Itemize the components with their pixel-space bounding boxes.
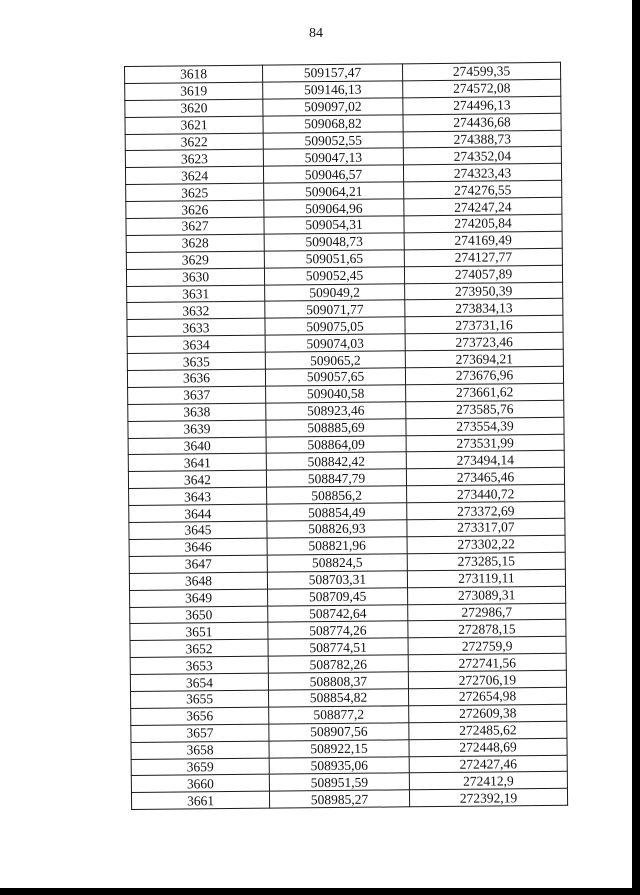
point-number-cell: 3626	[126, 200, 264, 218]
y-coordinate-cell: 273089,31	[408, 586, 566, 604]
y-coordinate-cell: 273285,15	[407, 552, 565, 570]
y-coordinate-cell: 272654,98	[408, 687, 566, 705]
x-coordinate-cell: 509071,77	[265, 300, 405, 318]
y-coordinate-cell: 273661,62	[406, 383, 564, 401]
point-number-cell: 3634	[127, 335, 265, 353]
y-coordinate-cell: 273465,46	[406, 468, 564, 486]
x-coordinate-cell: 508935,06	[269, 756, 409, 774]
x-coordinate-cell: 509065,2	[265, 351, 405, 369]
x-coordinate-cell: 508854,82	[268, 689, 408, 707]
y-coordinate-cell: 274496,13	[403, 96, 561, 114]
point-number-cell: 3644	[129, 504, 267, 522]
x-coordinate-cell: 509052,55	[263, 131, 403, 149]
scan-edge-bottom	[0, 888, 640, 895]
point-number-cell: 3629	[126, 251, 264, 269]
y-coordinate-cell: 272412,9	[409, 772, 567, 790]
point-number-cell: 3632	[127, 302, 265, 320]
y-coordinate-cell: 273694,21	[405, 349, 563, 367]
point-number-cell: 3630	[126, 268, 264, 286]
x-coordinate-cell: 509047,13	[263, 148, 403, 166]
y-coordinate-cell: 273723,46	[405, 333, 563, 351]
point-number-cell: 3645	[129, 521, 267, 539]
y-coordinate-cell: 273585,76	[406, 400, 564, 418]
x-coordinate-cell: 509074,03	[265, 334, 405, 352]
y-coordinate-cell: 273317,07	[407, 518, 565, 536]
point-number-cell: 3637	[128, 386, 266, 404]
x-coordinate-cell: 509046,57	[263, 165, 403, 183]
y-coordinate-cell: 272986,7	[408, 603, 566, 621]
scan-edge-right	[632, 0, 640, 895]
x-coordinate-cell: 508856,2	[267, 486, 407, 504]
y-coordinate-cell: 274572,08	[403, 79, 561, 97]
point-number-cell: 3655	[131, 690, 269, 708]
point-number-cell: 3657	[131, 724, 269, 742]
x-coordinate-cell: 509057,65	[265, 368, 405, 386]
x-coordinate-cell: 508951,59	[269, 773, 409, 791]
x-coordinate-cell: 508824,5	[267, 554, 407, 572]
x-coordinate-cell: 508742,64	[268, 604, 408, 622]
y-coordinate-cell: 273494,14	[406, 451, 564, 469]
y-coordinate-cell: 272392,19	[409, 789, 567, 807]
point-number-cell: 3647	[129, 555, 267, 573]
y-coordinate-cell: 273834,13	[405, 299, 563, 317]
y-coordinate-cell: 274352,04	[403, 147, 561, 165]
point-number-cell: 3621	[125, 116, 263, 134]
y-coordinate-cell: 274388,73	[403, 130, 561, 148]
y-coordinate-cell: 274205,84	[404, 214, 562, 232]
point-number-cell: 3623	[125, 150, 263, 168]
point-number-cell: 3658	[131, 741, 269, 759]
coordinate-table-wrapper	[124, 62, 567, 810]
y-coordinate-cell: 273372,69	[407, 501, 565, 519]
y-coordinate-cell: 272878,15	[408, 620, 566, 638]
x-coordinate-cell: 509048,73	[264, 233, 404, 251]
point-number-cell: 3653	[130, 656, 268, 674]
x-coordinate-cell: 508864,09	[266, 435, 406, 453]
x-coordinate-cell: 508885,69	[266, 419, 406, 437]
x-coordinate-cell: 508774,26	[268, 621, 408, 639]
point-number-cell: 3652	[130, 639, 268, 657]
x-coordinate-cell: 508907,56	[269, 723, 409, 741]
point-number-cell: 3661	[131, 791, 269, 809]
x-coordinate-cell: 509157,47	[262, 64, 402, 82]
point-number-cell: 3639	[128, 420, 266, 438]
y-coordinate-cell: 272448,69	[409, 738, 567, 756]
x-coordinate-cell: 508774,51	[268, 638, 408, 656]
point-number-cell: 3642	[128, 471, 266, 489]
y-coordinate-cell: 274247,24	[404, 197, 562, 215]
point-number-cell: 3659	[131, 758, 269, 776]
x-coordinate-cell: 508854,49	[267, 503, 407, 521]
y-coordinate-cell: 272609,38	[409, 704, 567, 722]
point-number-cell: 3636	[127, 369, 265, 387]
y-coordinate-cell: 274276,55	[404, 181, 562, 199]
x-coordinate-cell: 509054,31	[264, 216, 404, 234]
x-coordinate-cell: 508842,42	[266, 452, 406, 470]
point-number-cell: 3651	[130, 623, 268, 641]
y-coordinate-cell: 274599,35	[402, 62, 560, 80]
x-coordinate-cell: 509040,58	[266, 385, 406, 403]
point-number-cell: 3646	[129, 538, 267, 556]
point-number-cell: 3635	[127, 352, 265, 370]
point-number-cell: 3627	[126, 217, 264, 235]
y-coordinate-cell: 273676,96	[405, 366, 563, 384]
point-number-cell: 3618	[125, 65, 263, 83]
point-number-cell: 3650	[130, 606, 268, 624]
point-number-cell: 3628	[126, 234, 264, 252]
x-coordinate-cell: 509075,05	[265, 317, 405, 335]
point-number-cell: 3624	[125, 167, 263, 185]
y-coordinate-cell: 272759,9	[408, 637, 566, 655]
point-number-cell: 3631	[127, 285, 265, 303]
point-number-cell: 3643	[129, 487, 267, 505]
x-coordinate-cell: 508877,2	[269, 706, 409, 724]
y-coordinate-cell: 272485,62	[409, 721, 567, 739]
x-coordinate-cell: 508821,96	[267, 537, 407, 555]
point-number-cell: 3633	[127, 319, 265, 337]
table-row	[131, 789, 567, 810]
point-number-cell: 3649	[130, 589, 268, 607]
y-coordinate-cell: 273554,39	[406, 417, 564, 435]
y-coordinate-cell: 272427,46	[409, 755, 567, 773]
point-number-cell: 3620	[125, 99, 263, 117]
x-coordinate-cell: 508782,26	[268, 655, 408, 673]
y-coordinate-cell: 273119,11	[407, 569, 565, 587]
x-coordinate-cell: 508808,37	[268, 672, 408, 690]
y-coordinate-cell: 274169,49	[404, 231, 562, 249]
x-coordinate-cell: 509146,13	[263, 81, 403, 99]
point-number-cell: 3648	[129, 572, 267, 590]
x-coordinate-cell: 509064,21	[264, 182, 404, 200]
x-coordinate-cell: 508923,46	[266, 402, 406, 420]
y-coordinate-cell: 273531,99	[406, 434, 564, 452]
point-number-cell: 3654	[130, 673, 268, 691]
coordinate-table-body	[125, 62, 568, 809]
y-coordinate-cell: 274127,77	[404, 248, 562, 266]
point-number-cell: 3640	[128, 437, 266, 455]
y-coordinate-cell: 272741,56	[408, 653, 566, 671]
x-coordinate-cell: 508847,79	[266, 469, 406, 487]
x-coordinate-cell: 509049,2	[265, 283, 405, 301]
point-number-cell: 3641	[128, 454, 266, 472]
x-coordinate-cell: 508826,93	[267, 520, 407, 538]
y-coordinate-cell: 273731,16	[405, 316, 563, 334]
point-number-cell: 3660	[131, 775, 269, 793]
y-coordinate-cell: 273950,39	[405, 282, 563, 300]
point-number-cell: 3656	[131, 707, 269, 725]
x-coordinate-cell: 509064,96	[264, 199, 404, 217]
point-number-cell: 3619	[125, 82, 263, 100]
coordinate-table	[124, 62, 568, 810]
x-coordinate-cell: 508709,45	[268, 587, 408, 605]
x-coordinate-cell: 508985,27	[269, 790, 409, 808]
point-number-cell: 3638	[128, 403, 266, 421]
x-coordinate-cell: 509052,45	[264, 267, 404, 285]
point-number-cell: 3622	[125, 133, 263, 151]
y-coordinate-cell: 272706,19	[408, 670, 566, 688]
x-coordinate-cell: 508703,31	[267, 571, 407, 589]
y-coordinate-cell: 274323,43	[403, 164, 561, 182]
y-coordinate-cell: 273440,72	[407, 485, 565, 503]
x-coordinate-cell: 509051,65	[264, 250, 404, 268]
page-number: 84	[309, 26, 323, 41]
point-number-cell: 3625	[126, 183, 264, 201]
x-coordinate-cell: 509097,02	[263, 98, 403, 116]
y-coordinate-cell: 274436,68	[403, 113, 561, 131]
y-coordinate-cell: 274057,89	[404, 265, 562, 283]
x-coordinate-cell: 509068,82	[263, 114, 403, 132]
y-coordinate-cell: 273302,22	[407, 535, 565, 553]
x-coordinate-cell: 508922,15	[269, 739, 409, 757]
